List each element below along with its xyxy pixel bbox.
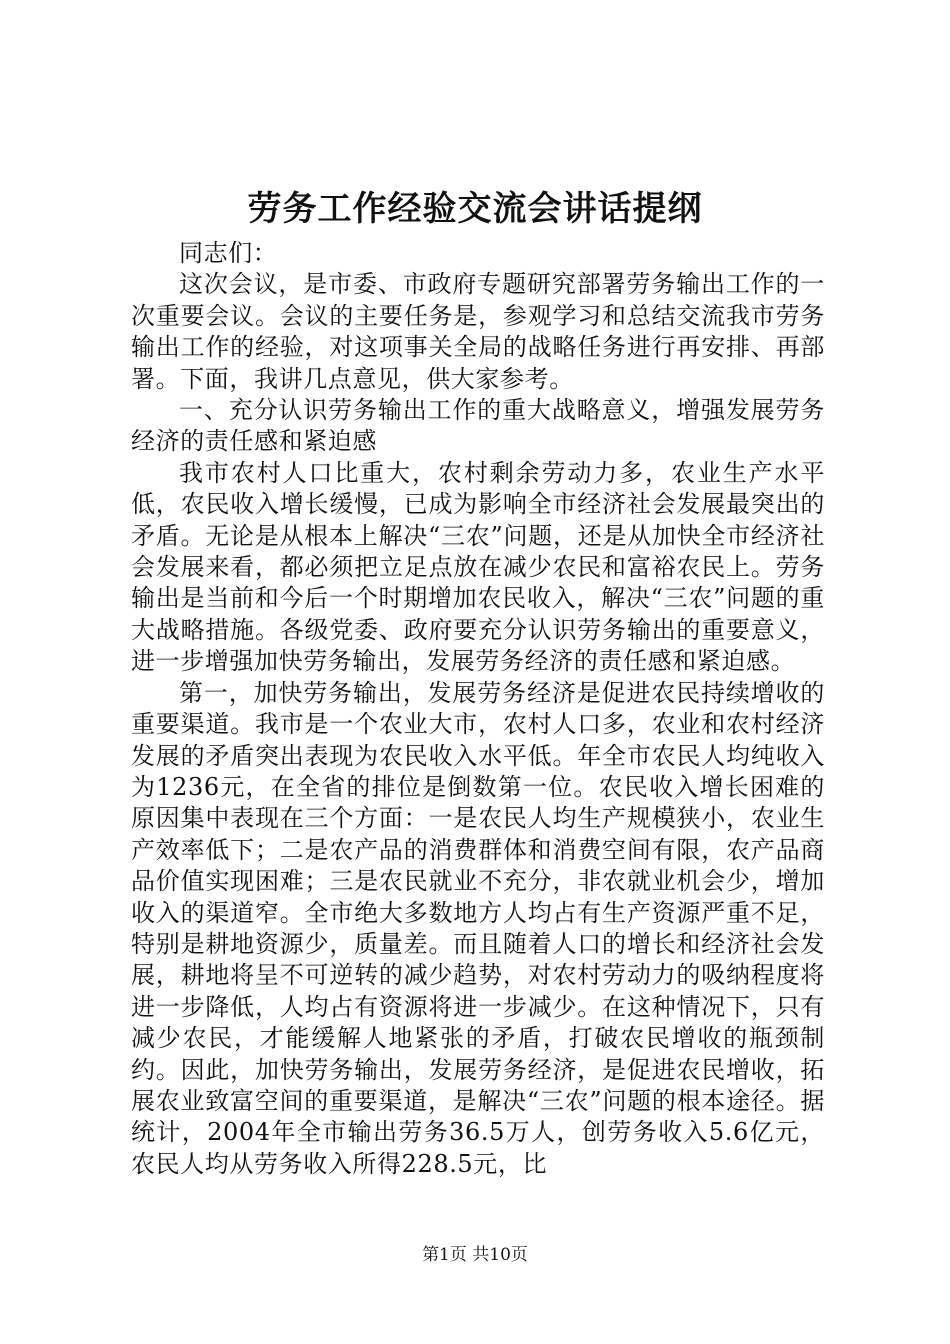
paragraph-background: 我市农村人口比重大，农村剩余劳动力多，农业生产水平低，农民收入增长缓慢，已成为影响全市经济社会发展最突出的矛盾。无论是从根本上解决“三农”问题，还是从加快全市经济社会发展来看，都必须把立足点放在减少农民和富裕农民上。劳务输出是当前和今后一个时期增加农民收入，解决“三农”问题的重大战略措施。各级党委、政府要充分认识劳务输出的重要意义，进一步增强加快劳务输出，发展劳务经济的责任感和紧迫感。 — [131, 458, 825, 676]
section-heading-1: 一、充分认识劳务输出工作的重大战略意义，增强发展劳务经济的责任感和紧迫感 — [131, 396, 825, 456]
document-body — [131, 238, 825, 1180]
salutation: 同志们： — [179, 239, 278, 267]
paragraph-point-1: 第一，加快劳务输出，发展劳务经济是促进农民持续增收的重要渠道。我市是一个农业大市，农村人口多，农业和农村经济发展的矛盾突出表现为农民收入水平低。年全市农民人均纯收入为1236元，在全省的排位是倒数第一位。农民收入增长困难的原因集中表现在三个方面：一是农民人均生产规模狭小，农业生产效率低下；二是农产品的消费群体和消费空间有限，农产品商品价值实现困难；三是农民就业不充分，非农就业机会少，增加收入的渠道窄。全市绝大多数地方人均占有生产资源严重不足，特别是耕地资源少，质量差。而且随着人口的增长和经济社会发展，耕地将呈不可逆转的减少趋势，对农村劳动力的吸纳程度将进一步降低，人均占有资源将进一步减少。在这种情况下，只有减少农民，才能缓解人地紧张的矛盾，打破农民增收的瓶颈制约。因此，加快劳务输出，发展劳务经济，是促进农民增收，拓展农业致富空间的重要渠道，是解决“三农”问题的根本途径。据统计，2004年全市输出劳务36.5万人，创劳务收入5.6亿元，农民人均从劳务收入所得228.5元，比 — [131, 678, 825, 1178]
document-title: 劳务工作经验交流会讲话提纲 — [247, 189, 703, 229]
paragraph-intro: 这次会议，是市委、市政府专题研究部署劳务输出工作的一次重要会议。会议的主要任务是，参观学习和总结交流我市劳务输出工作的经验，对这项事关全局的战略任务进行再安排、再部署。下面，我讲几点意见，供大家参考。 — [131, 270, 825, 393]
page-footer: 第1页 共10页 — [422, 1245, 528, 1265]
